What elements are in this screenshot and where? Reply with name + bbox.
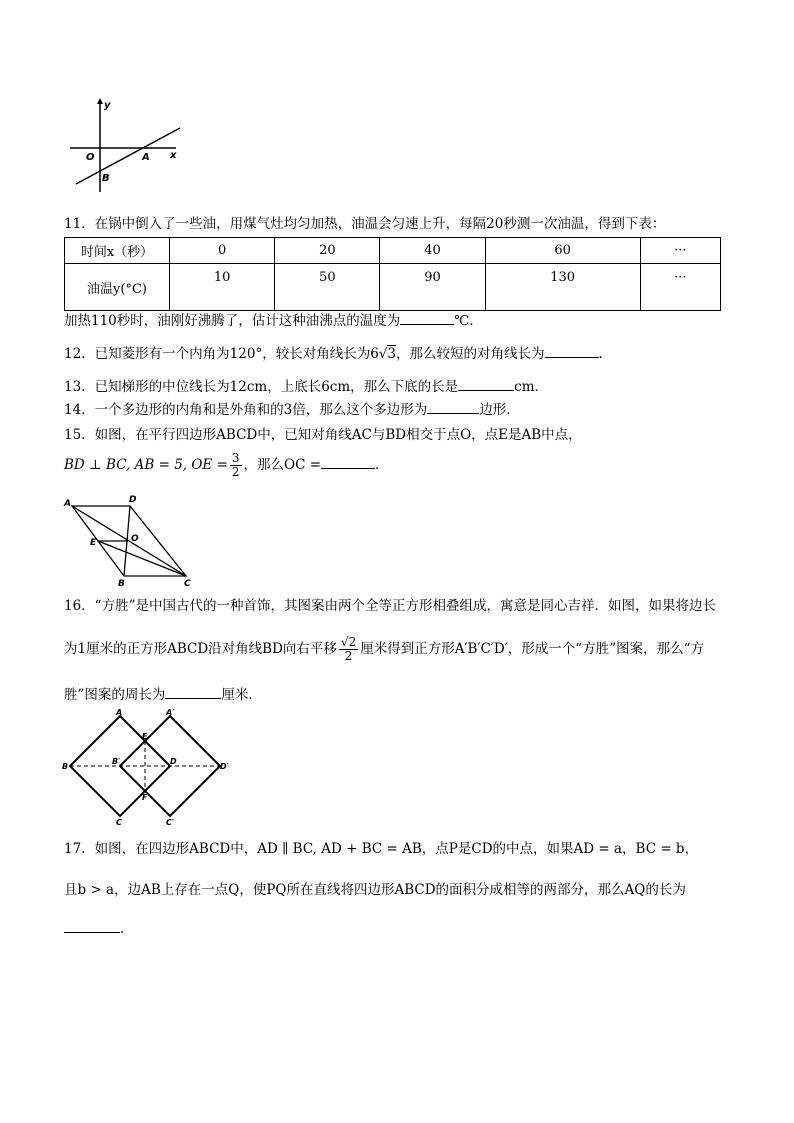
time-cell: 0 <box>170 238 275 264</box>
temp-cell: ··· <box>640 264 720 311</box>
q17-line3-suffix: ． <box>120 921 134 937</box>
time-cell: 60 <box>485 238 640 264</box>
q16-line3-prefix: 胜”图案的周长为 <box>64 687 166 703</box>
q12-sqrt: 3 <box>387 346 396 362</box>
q13-text <box>64 376 548 396</box>
q15-line2 <box>64 450 389 480</box>
parallelogram-figure <box>62 494 198 590</box>
answer-blank[interactable] <box>545 343 599 358</box>
label-d: D <box>170 757 177 766</box>
q14-prefix: 14．一个多边形的内角和是外角和的3倍，那么这个多边形为 <box>64 402 428 418</box>
label-e: E <box>142 732 148 741</box>
answer-blank[interactable] <box>64 918 120 933</box>
q11-table <box>64 237 721 311</box>
q11-after-suffix: ℃． <box>454 313 483 329</box>
q14-suffix: 边形． <box>479 402 520 418</box>
answer-blank[interactable] <box>321 454 375 469</box>
answer-blank[interactable] <box>458 376 514 391</box>
q15-line1: 15．如图，在平行四边形ABCD中，已知对角线AC与BD相交于点O，点E是AB中点， <box>64 427 582 443</box>
q15-end: ． <box>375 457 389 473</box>
q15-line2-prefix: BD ⊥ BC, AB = 5, OE = <box>64 457 228 473</box>
temp-cell: 130 <box>485 264 640 311</box>
label-b2: B′ <box>112 757 121 766</box>
q12-end: ． <box>598 346 612 362</box>
temp-cell: 90 <box>380 264 485 311</box>
q15-line2-mid: ，那么OC = <box>243 457 322 473</box>
label-c: C <box>116 818 122 826</box>
q13-suffix: cm． <box>514 379 549 395</box>
q11-text: 11．在锅中倒入了一些油，用煤气灶均匀加热，油温会匀速上升，每隔20秒测一次油温，得到下表： <box>64 216 666 232</box>
label-f: F <box>142 793 148 802</box>
label-o: O <box>131 534 139 544</box>
label-c2: C′ <box>166 818 174 826</box>
label-b: B <box>118 579 125 589</box>
q11-after <box>64 310 483 330</box>
q12-prefix: 12．已知菱形有一个内角为120°，较长对角线长为6 <box>64 346 379 362</box>
q16-line3-suffix: 厘米． <box>221 687 262 703</box>
answer-blank[interactable] <box>427 399 479 414</box>
q13-prefix: 13．已知梯形的中位线长为12cm，上底长6cm，那么下底的长是 <box>64 379 459 395</box>
fraction <box>339 636 358 663</box>
q16-line2-prefix: 为1厘米的正方形ABCD沿对角线BD向右平移 <box>64 641 337 657</box>
q16-line2 <box>64 634 704 664</box>
label-a: A <box>142 152 150 163</box>
q16-line3 <box>64 684 262 704</box>
fangsheng-figure <box>62 706 238 826</box>
label-o: O <box>86 152 95 163</box>
q11-after-prefix: 加热110秒时，油刚好沸腾了，估计这种油沸点的温度为 <box>64 313 401 329</box>
label-a2: A′ <box>166 708 175 717</box>
fraction <box>230 452 242 479</box>
frac-den: 2 <box>231 465 240 479</box>
answer-blank[interactable] <box>400 310 454 325</box>
temp-cell: 50 <box>275 264 380 311</box>
q14-text <box>64 399 520 419</box>
sqrt-sign: √ <box>378 346 388 362</box>
time-cell: 40 <box>380 238 485 264</box>
coordinate-graph <box>64 96 194 196</box>
table-head-temp: 油温y(°C) <box>65 264 170 311</box>
answer-blank[interactable] <box>165 684 221 699</box>
temp-cell: 10 <box>170 264 275 311</box>
label-x: x <box>170 150 177 161</box>
q17-line2: 且b > a，边AB上存在一点Q，使PQ所在直线将四边形ABCD的面积分成相等的两部分，那么AQ的长为 <box>64 882 686 898</box>
y-axis-arrow <box>97 98 103 104</box>
frac-num: 3 <box>231 451 240 465</box>
label-e: E <box>90 538 97 548</box>
q16-line1: 16．“方胜”是中国古代的一种首饰，其图案由两个全等正方形相叠组成，寓意是同心吉祥．如图，如果将边长 <box>64 598 716 614</box>
frac-num: √2 <box>340 635 357 649</box>
label-a: A <box>116 708 123 717</box>
time-cell: 20 <box>275 238 380 264</box>
q17-line3 <box>64 918 134 938</box>
label-y: y <box>104 100 111 111</box>
q17-line1: 17．如图，在四边形ABCD中，AD ∥ BC, AD + BC = AB，点P是CD的中点，如果AD = a，BC = b， <box>64 841 699 857</box>
label-b: B <box>62 762 69 771</box>
label-d2: D′ <box>220 762 229 771</box>
q12-text <box>64 343 612 363</box>
time-cell: ··· <box>640 238 720 264</box>
frac-den: 2 <box>344 649 353 663</box>
q16-line2-suffix: 厘米得到正方形A′B′C′D′，形成一个“方胜”图案，那么“方 <box>360 641 704 657</box>
q12-suffix: ，那么较短的对角线长为 <box>396 346 545 362</box>
label-b: B <box>102 173 110 184</box>
label-d: D <box>129 495 137 505</box>
table-head-time: 时间x（秒） <box>65 238 170 264</box>
label-a: A <box>64 499 71 509</box>
label-c: C <box>184 579 191 589</box>
